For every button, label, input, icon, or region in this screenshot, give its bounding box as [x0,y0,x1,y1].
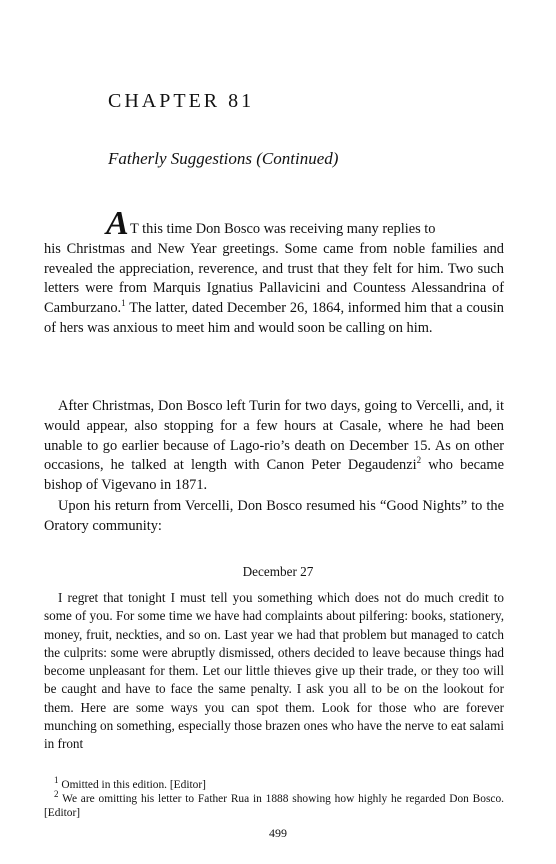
paragraph-2-text-b: who became bishop of Vigevano in 1871. [44,457,504,494]
footnote-1-text: Omitted in this edition. [Editor] [58,779,206,791]
paragraph-1-text-b: The latter, dated December 26, 1864, informed him that a cousin of hers was anxious to meet him and would soon be calling on him. [44,300,504,336]
drop-cap-letter: A [106,205,129,242]
footnote-ref-2[interactable]: 2 [416,455,422,466]
paragraph-1-first-line: T this time Don Bosco was receiving many replies to [130,221,436,237]
paragraph-3 [44,497,504,537]
letter-date: December 27 [242,564,314,579]
footnote-2-number: 2 [54,789,59,800]
footnote-2-text: We are omitting his letter to Father Rua in 1888 showing how highly he regarded Don Bosco. [Editor] [44,793,504,819]
footnote-2 [44,789,504,820]
paragraph-2-text-a: After Christmas, Don Bosco left Turin for two days, going to Vercelli, and, it would appear, also stopping for a few hours at Casale, where he had been unable to go earlier because of Lago-rio’s death on December 15. As on other occasions, he talked at length with Canon Peter Degaudenzi [44,398,504,474]
paragraph-1-text-a: his Christmas and New Year greetings. Some came from noble families and revealed the appreciation, reverence, and trust that they felt for him. Two such letters were from Marquis Ignatius Pallavicini and Countess Alessandrina of Camburzano. [44,240,504,317]
paragraph-1 [44,220,504,339]
paragraph-3-text: Upon his return from Vercelli, Don Bosco resumed his “Good Nights” to the Oratory community: [44,498,504,534]
footnote-ref-1[interactable]: 1 [121,298,126,309]
chapter-title: CHAPTER 81 [108,90,255,112]
chapter-subtitle: Fatherly Suggestions (Continued) [108,149,339,168]
paragraph-2 [44,397,504,496]
footnote-1-number: 1 [54,775,59,786]
footnotes [44,775,504,820]
footnote-1 [44,775,504,792]
page-number: 499 [269,826,287,840]
letter-text: I regret that tonight I must tell you something which does not do much credit to some of you. For some time we have had complaints about pilfering: books, stationery, money, fruit, neckties, and so on. Last year we had that problem but managed to catch the culprits: some were abruptly dismissed, others decided to leave because things had become unpleasant for them. Let our little thieves give up their trade, or they too will be caught and have to face the same penalty. I ask you all to be on the lookout for them. Here are some ways you can spot them. Look for those who are forever munching on something, especially those brazen ones who have the nerve to eat salami in front [44,590,504,752]
